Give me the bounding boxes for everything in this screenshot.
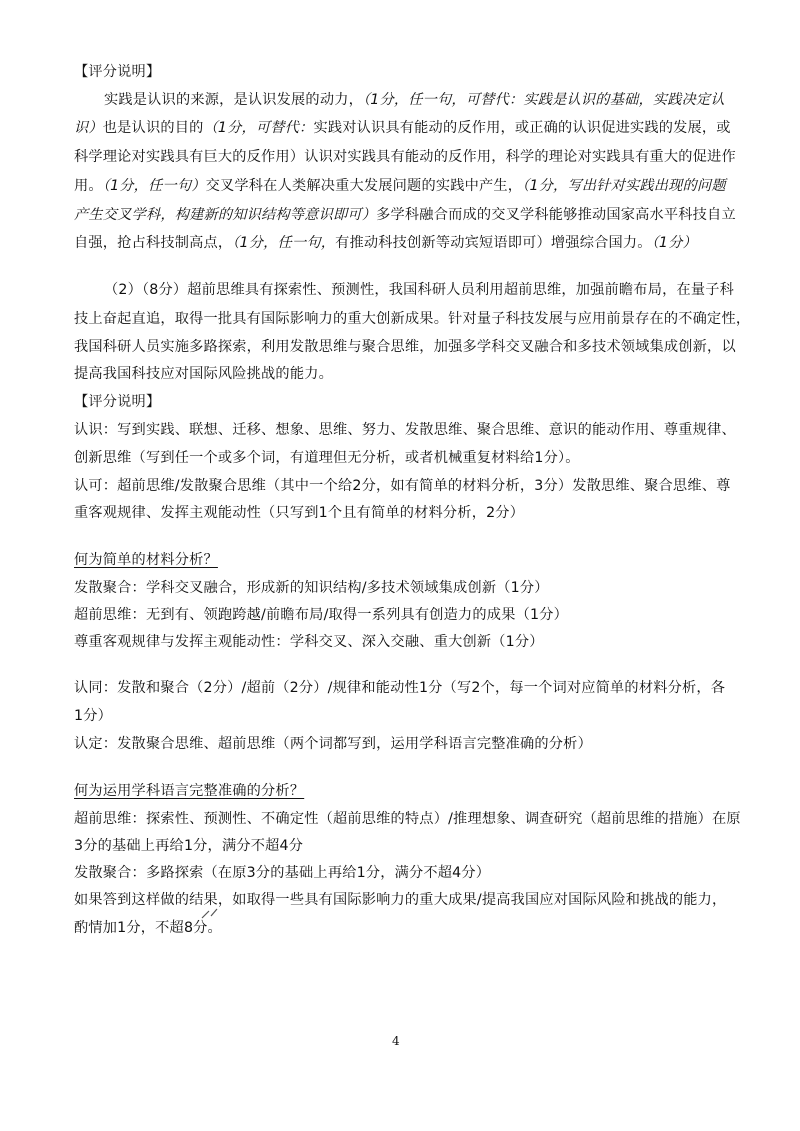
section-heading: 【评分说明】 bbox=[74, 394, 161, 410]
text-line: 尊重客观规律与发挥主观能动性：学科交叉、深入交融、重大创新（1分） bbox=[74, 634, 544, 650]
text-line: 重客观规律、发挥主观能动性（只写到1个且有简单的材料分析，2分） bbox=[74, 505, 525, 521]
text-run: 有推动科技创新等动宾短语即可）增强综合国力。 bbox=[335, 235, 652, 251]
text-line: 技上奋起直追，取得一批具有国际影响力的重大创新成果。针对量子科技发展与应用前景存在的不确定性， bbox=[74, 311, 751, 327]
text-line: 认同：发散和聚合（2分）/超前（2分）/规律和能动性1分（写2个，每一个词对应简单的材料分析，各 bbox=[74, 680, 726, 696]
italic-run: （1分） bbox=[651, 235, 697, 251]
text-line bbox=[104, 90, 725, 110]
italic-run: （1分，任一句， bbox=[232, 235, 336, 251]
text-line bbox=[74, 205, 736, 225]
text-run: 自强，抢占科技制高点， bbox=[74, 235, 233, 251]
text-line: 认识：写到实践、联想、迁移、想象、思维、努力、发散思维、聚合思维、意识的能动作用、尊重规律、 bbox=[74, 422, 736, 438]
text-line: 提高我国科技应对国际风险挑战的能力。 bbox=[74, 366, 333, 382]
text-run: 用。 bbox=[74, 178, 103, 194]
section-heading: 何为运用学科语言完整准确的分析？ bbox=[74, 783, 305, 799]
text-line: 1分） bbox=[74, 708, 113, 724]
text-line: 发散聚合：学科交叉融合，形成新的知识结构/多技术领域集成创新（1分） bbox=[74, 580, 549, 596]
text-line: 超前思维：探索性、预测性、不确定性（超前思维的特点）/推理想象、调查研究（超前思维的措施）在原 bbox=[74, 811, 741, 827]
text-line bbox=[74, 233, 697, 253]
italic-run: （1分，任一句，可替代：实践是认识的基础，实践决定认 bbox=[362, 92, 725, 108]
text-line: 认定：发散聚合思维、超前思维（两个词都写到，运用学科语言完整准确的分析） bbox=[74, 736, 592, 752]
text-run: 多学科融合而成的交叉学科能够推动国家高水平科技自立 bbox=[376, 207, 736, 223]
text-run: 实践是认识的来源，是认识发展的动力， bbox=[104, 92, 363, 108]
italic-run: 产生交叉学科，构建新的知识结构等意识即可） bbox=[74, 207, 377, 223]
text-run: 交叉学科在人类解决重大发展问题的实践中产生， bbox=[205, 178, 523, 194]
italic-run: 识） bbox=[74, 120, 103, 136]
italic-run: （1分，可替代： bbox=[203, 120, 314, 136]
text-line: 3分的基础上再给1分，满分不超4分 bbox=[74, 838, 304, 854]
text-line: 创新思维（写到任一个或多个词，有道理但无分析，或者机械重复材料给1分）。 bbox=[74, 450, 580, 466]
section-heading: 何为简单的材料分析？ bbox=[74, 552, 218, 568]
text-run: 实践对认识具有能动的反作用，或正确的认识促进实践的发展，或 bbox=[313, 120, 731, 136]
text-line: 我国科研人员实施多路探索，利用发散思维与聚合思维，加强多学科交叉融合和多技术领域集成创新，以 bbox=[74, 339, 736, 355]
italic-run: （1分，写出针对实践出现的问题 bbox=[522, 178, 726, 194]
text-line bbox=[74, 118, 731, 138]
italic-run: （1分，任一句） bbox=[102, 178, 206, 194]
text-line: 如果答到这样做的结果，如取得一些具有国际影响力的重大成果/提高我国应对国际风险和挑战的能力， bbox=[74, 892, 727, 908]
text-run: 也是认识的目的 bbox=[102, 120, 204, 136]
text-run: 科学理论对实践具有巨大的反作用）认识对实践具有能动的反作用，科学的理论对实践具有重大的促进作 bbox=[74, 149, 736, 165]
text-line: 超前思维：无到有、领跑跨越/前瞻布局/取得一系列具有创造力的成果（1分） bbox=[74, 607, 568, 623]
section-heading: 【评分说明】 bbox=[74, 64, 161, 80]
page-number: 4 bbox=[392, 1034, 400, 1048]
pen-stroke-mark bbox=[200, 906, 220, 920]
text-line: 酌情加1分，不超8分。 bbox=[74, 920, 222, 936]
text-line: 认可：超前思维/发散聚合思维（其中一个给2分，如有简单的材料分析，3分）发散思维、聚合思维、尊 bbox=[74, 478, 731, 494]
text-line: 发散聚合：多路探索（在原3分的基础上再给1分，满分不超4分） bbox=[74, 865, 491, 881]
text-line bbox=[74, 147, 736, 167]
text-line bbox=[74, 176, 726, 196]
text-line: （2）（8分）超前思维具有探索性、预测性，我国科研人员利用超前思维，加强前瞻布局，在量子科 bbox=[104, 282, 735, 298]
